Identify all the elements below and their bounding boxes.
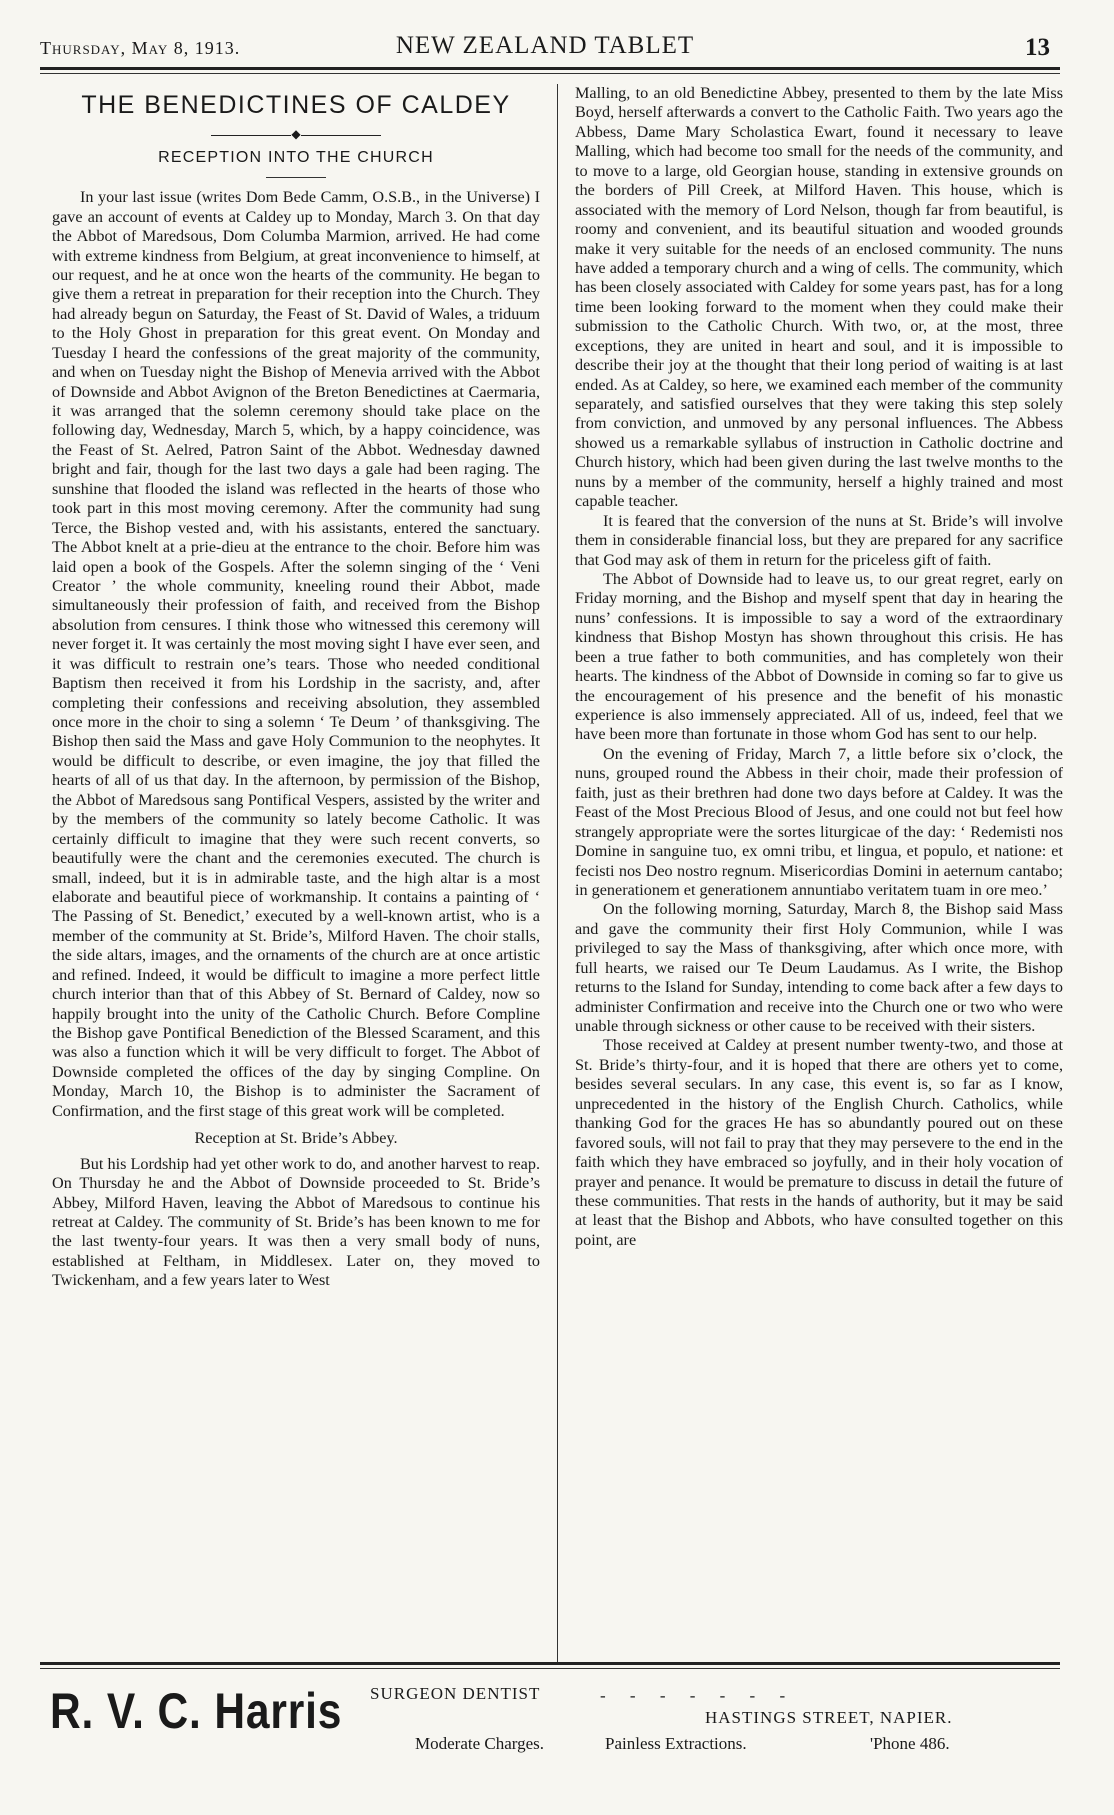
advertisement-rule-thin xyxy=(40,1668,1060,1669)
advertiser-name: R. V. C. Harris xyxy=(50,1683,343,1739)
page-number: 13 xyxy=(1025,34,1050,61)
subtitle-rule xyxy=(266,177,326,178)
paragraph: The Abbot of Downside had to leave us, to our great regret, early on Friday morning, and the Bishop and myself spent that day in hearing the nuns’ confessions. It is impossible to say a word of the extraordinary kindness that Bishop Mostyn has shown throughout this crisis. He has been a true father to both communities, and has completely won their hearts. The kindness of the Abbot of Downside in coming so far to give us the encouragement of his presence and the benefit of his monastic experience is also immensely appreciated. All of us, indeed, feel that we have been more than fortunate in those whom God has sent to our help. xyxy=(575,569,1063,744)
column-divider xyxy=(557,84,558,1662)
advertiser-profession: SURGEON DENTIST xyxy=(370,1684,541,1703)
advertiser-extractions: Painless Extractions. xyxy=(605,1734,747,1753)
paragraph: Malling, to an old Benedictine Abbey, presented to them by the late Miss Boyd, herself afterwards a convert to the Catholic Faith. Two years ago the Abbess, Dame Mary Scholastica Ewart, found it necessary to leave Malling, which had become too small for the needs of the community, and to move to a large, old Georgian house, standing in extensive grounds on the borders of Pill Creek, at Milford Haven. This house, which is associated with the memory of Lord Nelson, though far from beautiful, is roomy and convenient, and its beautiful situation and wooded grounds make it very suitable for the needs of an enclosed community. The nuns have added a temporary church and a wing of cells. The community, which has been closely associated with Caldey for some years past, has for a long time been looking forward to the moment when they could make their submission to the Catholic Church. With two, or, at the most, three exceptions, they are united in heart and soul, and it is impossible to describe their joy at the thought that their long period of waiting is at last ended. As at Caldey, so here, we examined each member of the community separately, and satisfied ourselves that they were taking this step solely from conviction, and unmoved by any personal influences. The Abbess showed us a remarkable syllabus of instruction in Catholic doctrine and Church history, which had been given during the last twelve months to the nuns by a member of the community, herself a highly trained and most capable teacher. xyxy=(575,84,1063,511)
article-subtitle: RECEPTION INTO THE CHURCH xyxy=(158,149,434,166)
masthead xyxy=(40,32,1050,66)
title-ornament: ◆ xyxy=(52,128,540,140)
masthead-rule-thin xyxy=(40,73,1060,74)
paragraph: In your last issue (writes Dom Bede Camm, O.S.B., in the Universe) I gave an account of events at Caldey up to Monday, March 3. On that day the Abbot of Maredsous, Dom Columba Marmion, arrived. He had come with extreme kindness from Belgium, at great inconvenience to himself, at our request, and he at once won the hearts of the community. He began to give them a retreat in preparation for their reception into the Church. They had already begun on Saturday, the Feast of St. David of Wales, a triduum to the Holy Ghost in preparation for this great event. On Monday and Tuesday I heard the confessions of the great majority of the community, and when on Tuesday night the Bishop of Menevia arrived with the Abbot of Downside and Abbot Avignon of the Breton Benedictines at Caermaria, it was arranged that the solemn ceremony should take place on the following day, Wednesday, March 5, which, by a happy coincidence, was the Feast of St. Aelred, Patron Saint of the Abbot. Wednesday dawned bright and fair, though for the last two days a gale had been raging. The sunshine that flooded the island was reflected in the hearts of those who took part in this most moving ceremony. After the community had sung Terce, the Bishop vested and, with his assistants, entered the sanctuary. The Abbot knelt at a prie-dieu at the entrance to the choir. Before him was laid open a book of the Gospels. After the solemn singing of the ‘ Veni Creator ’ the whole community, kneeling round their Abbot, made simultaneously their profession of faith, and received from the Bishop absolution from censures. I think those who witnessed this ceremony will never forget it. It was certainly the most moving sight I have ever seen, and it was difficult to restrain one’s tears. Those who needed conditional Baptism then received it from his Lordship in the sacristy, and, after completing their confessions and receiving absolution, they assembled once more in the choir to sing a solemn ‘ Te Deum ’ of thanksgiving. The Bishop then said the Mass and gave Holy Communion to the neophytes. It would be difficult to describe, or even imagine, the joy that filled the hearts of all of us that day. In the afternoon, by permission of the Bishop, the Abbot of Maredsous sang Pontifical Vespers, assisted by the writer and by the members of the community so lately become Catholic. It was certainly difficult to imagine that they were such recent converts, so beautifully were the chant and the ceremonies executed. The church is small, indeed, but it is in admirable taste, and the high altar is a most elaborate and beautiful piece of workmanship. It contains a painting of ‘ The Passing of St. Benedict,’ executed by a well-known artist, who is a member of the community at St. Bride’s, Milford Haven. The choir stalls, the side altars, images, and the ornaments of the church are at once artistic and refined. Indeed, it would be difficult to imagine a more perfect little church interior than that of this Abbey of St. Bernard of Caldey, now so happily brought into the unity of the Catholic Church. Before Compline the Bishop gave Pontifical Benediction of the Blessed Scarament, and this was also a function which it will be very difficult to forget. The Abbot of Downside completed the offices of the day by singing Compline. On Monday, March 10, the Bishop is to administer the Sacrament of Confirmation, and the first stage of this great work will be completed. xyxy=(52,188,540,1120)
advertisement-rule xyxy=(40,1662,1060,1665)
paragraph: Those received at Caldey at present number twenty-two, and those at St. Bride’s thirty-four, and it is hoped that there are others yet to come, besides several seculars. In any case, this event is, so far as I know, unprecedented in the history of the English Church. Catholics, while thanking God for the graces He has so abundantly poured out on these favored souls, will not fail to pray that they may persevere to the end in the faith which they have embraced so joyfully, and in their holy vocation of prayer and penance. It would be premature to discuss in detail the future of these communities. That rests in the hands of authority, but it may be said at least that the Bishop and Abbots, who have consulted together on this point, are xyxy=(575,1036,1063,1249)
paragraph: It is feared that the conversion of the nuns at St. Bride’s will involve them in considerable financial loss, but they are prepared for any sacrifice that God may ask of them in return for the priceless gift of faith. xyxy=(575,511,1063,569)
article-column-left xyxy=(52,84,540,1646)
article-title: THE BENEDICTINES OF CALDEY xyxy=(81,91,511,119)
advertiser-phone: 'Phone 486. xyxy=(870,1734,950,1753)
masthead-rule xyxy=(40,67,1060,70)
advertiser-charges: Moderate Charges. xyxy=(415,1734,545,1753)
paragraph: On the following morning, Saturday, March 8, the Bishop said Mass and gave the community their first Holy Communion, while I was privileged to say the Mass of thanksgiving, after which once more, with full hearts, we raised our Te Deum Laudamus. As I write, the Bishop returns to the Island for Sunday, intending to come back after a few days to administer Confirmation and receive into the Church one or two who were unable through sickness or other cause to be received with their sisters. xyxy=(575,900,1063,1035)
issue-date: Thursday, May 8, 1913. xyxy=(40,38,241,58)
dentist-advertisement xyxy=(40,1678,1060,1788)
section-heading: Reception at St. Bride’s Abbey. xyxy=(194,1129,398,1148)
newspaper-title: NEW ZEALAND TABLET xyxy=(395,32,695,59)
paragraph: On the evening of Friday, March 7, a little before six o’clock, the nuns, grouped round the Abbess in their choir, made their profession of faith, just as their brethren had done two days before at Caldey. It was the Feast of the Most Precious Blood of Jesus, and one could not but feel how strangely appropriate were the sortes liturgicae of the day: ‘ Redemisti nos Domine in sanguine tuo, ex omni tribu, et lingua, et populo, et natione: et fecisti nos Deo nostro regnum. Misericordias Domini in aeternum cantabo; in generationem et generationem annuntiabo veritatem tuam in ore meo.’ xyxy=(575,744,1063,899)
advertiser-address: HASTINGS STREET, NAPIER. xyxy=(705,1708,953,1727)
leader-dashes: - - - - - - - xyxy=(600,1686,796,1705)
paragraph: But his Lordship had yet other work to do, and another harvest to reap. On Thursday he and the Abbot of Downside proceeded to St. Bride’s Abbey, Milford Haven, leaving the Abbot of Maredsous to continue his retreat at Caldey. The community of St. Bride’s has been known to me for the last twenty-four years. It was then a very small body of nuns, established at Feltham, in Middlesex. Later on, they moved to Twickenham, and a few years later to West xyxy=(52,1154,540,1290)
article-column-right xyxy=(575,84,1063,1646)
